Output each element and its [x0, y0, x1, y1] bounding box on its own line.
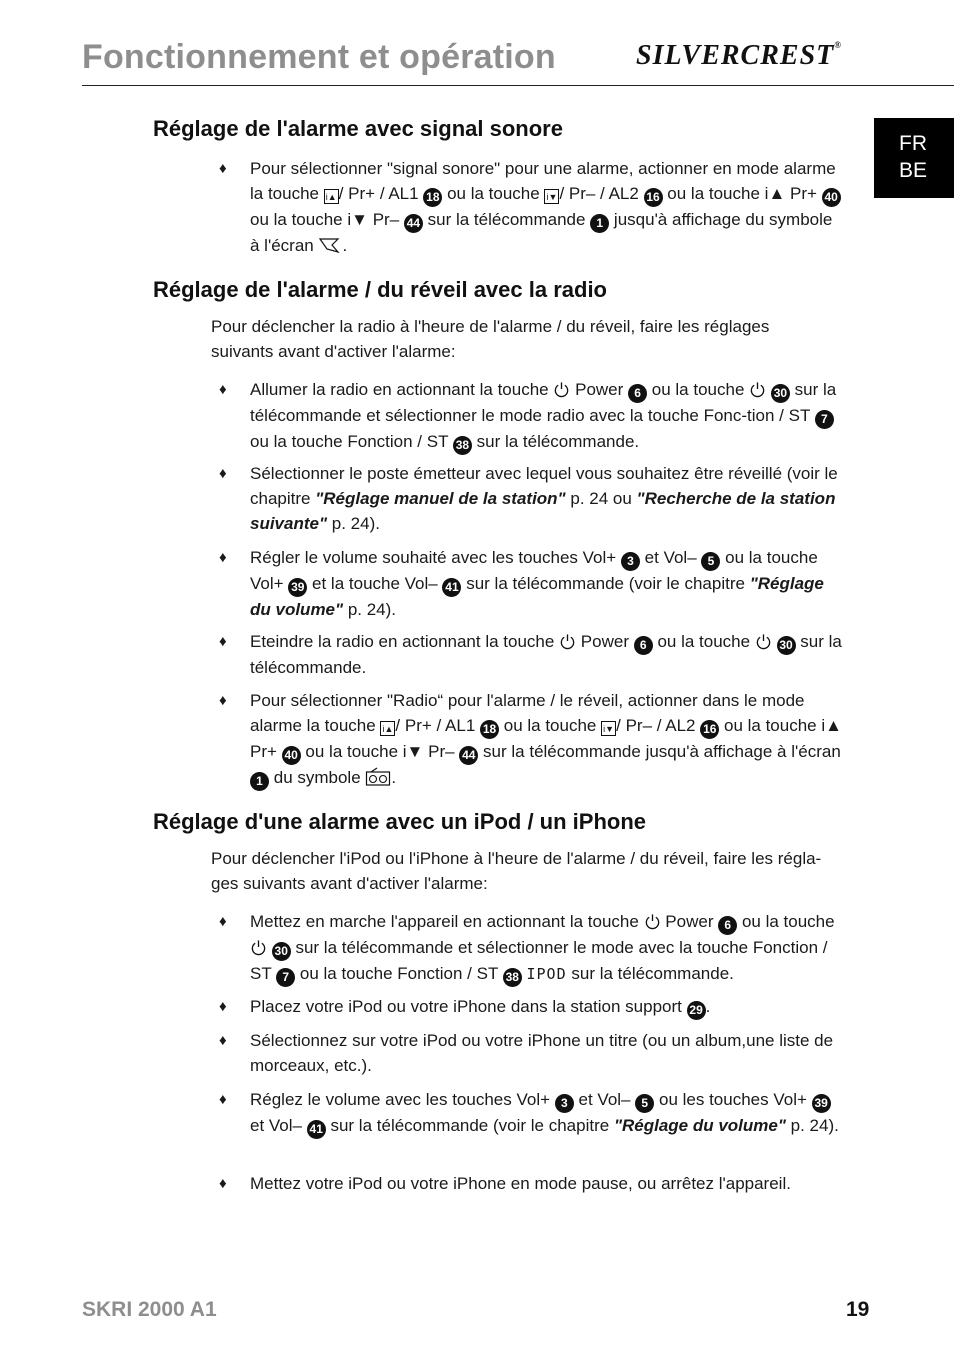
- triangle-down-icon: ▼: [351, 210, 368, 229]
- power-icon: [644, 913, 661, 930]
- section-heading-alarm-sound: Réglage de l'alarme avec signal sonore: [153, 116, 563, 141]
- ref-number: 7: [276, 968, 295, 987]
- section-heading-alarm-ipod: Réglage d'une alarme avec un iPod / un iPhone: [153, 809, 647, 834]
- ref-number: 16: [700, 720, 719, 739]
- ref-number: 6: [628, 384, 647, 403]
- bullet-diamond-icon: ♦: [219, 1032, 227, 1049]
- brand-logo: SILVERCREST®: [636, 40, 842, 71]
- ref-number: 6: [718, 916, 737, 935]
- power-icon: [553, 381, 570, 398]
- page-title: Fonctionnement et opération: [82, 38, 556, 76]
- language-code-fr: FR: [899, 132, 927, 155]
- bell-icon: [318, 235, 342, 255]
- section-intro: Pour déclencher l'iPod ou l'iPhone à l'heure de l'alarme / du réveil, faire les régla-ges suivants avant d'activer l'alarme:: [211, 849, 822, 893]
- ref-number: 30: [771, 384, 790, 403]
- bullet-diamond-icon: ♦: [219, 160, 227, 177]
- bullet-diamond-icon: ♦: [219, 1091, 227, 1108]
- ref-number: 38: [453, 436, 472, 455]
- ref-number: 41: [442, 578, 461, 597]
- power-icon: [250, 939, 267, 956]
- ref-number: 1: [250, 772, 269, 791]
- language-tab: [874, 118, 954, 198]
- ref-number: 5: [701, 552, 720, 571]
- ref-number: 29: [687, 1001, 706, 1020]
- ref-number: 1: [590, 214, 609, 233]
- ref-number: 6: [634, 636, 653, 655]
- triangle-up-icon: ▲: [768, 184, 786, 203]
- power-icon: [749, 381, 766, 398]
- alarm1-key-icon: i▲: [380, 721, 395, 736]
- ref-number: 41: [307, 1120, 326, 1139]
- section-intro: Pour déclencher la radio à l'heure de l'alarme / du réveil, faire les réglages suivants avant d'activer l'alarme:: [211, 317, 770, 361]
- ref-number: 18: [423, 188, 442, 207]
- ref-number: 3: [555, 1094, 574, 1113]
- ref-number: 44: [404, 214, 423, 233]
- footer-model: SKRI 2000 A1: [82, 1298, 217, 1321]
- triangle-up-icon: ▲: [825, 716, 842, 735]
- bullet-diamond-icon: ♦: [219, 913, 227, 930]
- bullet-diamond-icon: ♦: [219, 998, 227, 1015]
- bullet-diamond-icon: ♦: [219, 381, 227, 398]
- ref-number: 5: [635, 1094, 654, 1113]
- ref-number: 7: [815, 410, 834, 429]
- ref-number: 18: [480, 720, 499, 739]
- ref-number: 44: [459, 746, 478, 765]
- ref-number: 16: [644, 188, 663, 207]
- lcd-ipod-label: IPOD: [526, 965, 567, 983]
- alarm2-key-icon: i▼: [544, 189, 559, 204]
- triangle-down-icon: ▼: [406, 742, 424, 761]
- bullet-diamond-icon: ♦: [219, 1175, 227, 1192]
- ref-number: 40: [282, 746, 301, 765]
- bullet-diamond-icon: ♦: [219, 633, 227, 650]
- language-code-be: BE: [898, 159, 927, 182]
- bullet-diamond-icon: ♦: [219, 465, 227, 482]
- ref-number: 39: [812, 1094, 831, 1113]
- bullet-diamond-icon: ♦: [219, 549, 227, 566]
- ref-number: 38: [503, 968, 522, 987]
- page-number: 19: [846, 1298, 870, 1321]
- ref-number: 30: [777, 636, 796, 655]
- power-icon: [559, 633, 576, 650]
- alarm2-key-icon: i▼: [601, 721, 616, 736]
- ref-number: 40: [822, 188, 841, 207]
- alarm1-key-icon: i▲: [324, 189, 339, 204]
- bullet-diamond-icon: ♦: [219, 692, 227, 709]
- header-divider: [82, 85, 954, 86]
- power-icon: [755, 633, 772, 650]
- section-heading-alarm-radio: Réglage de l'alarme / du réveil avec la radio: [153, 277, 607, 302]
- ref-number: 39: [288, 578, 307, 597]
- ref-number: 3: [621, 552, 640, 571]
- ref-number: 30: [272, 942, 291, 961]
- radio-icon: [365, 767, 391, 787]
